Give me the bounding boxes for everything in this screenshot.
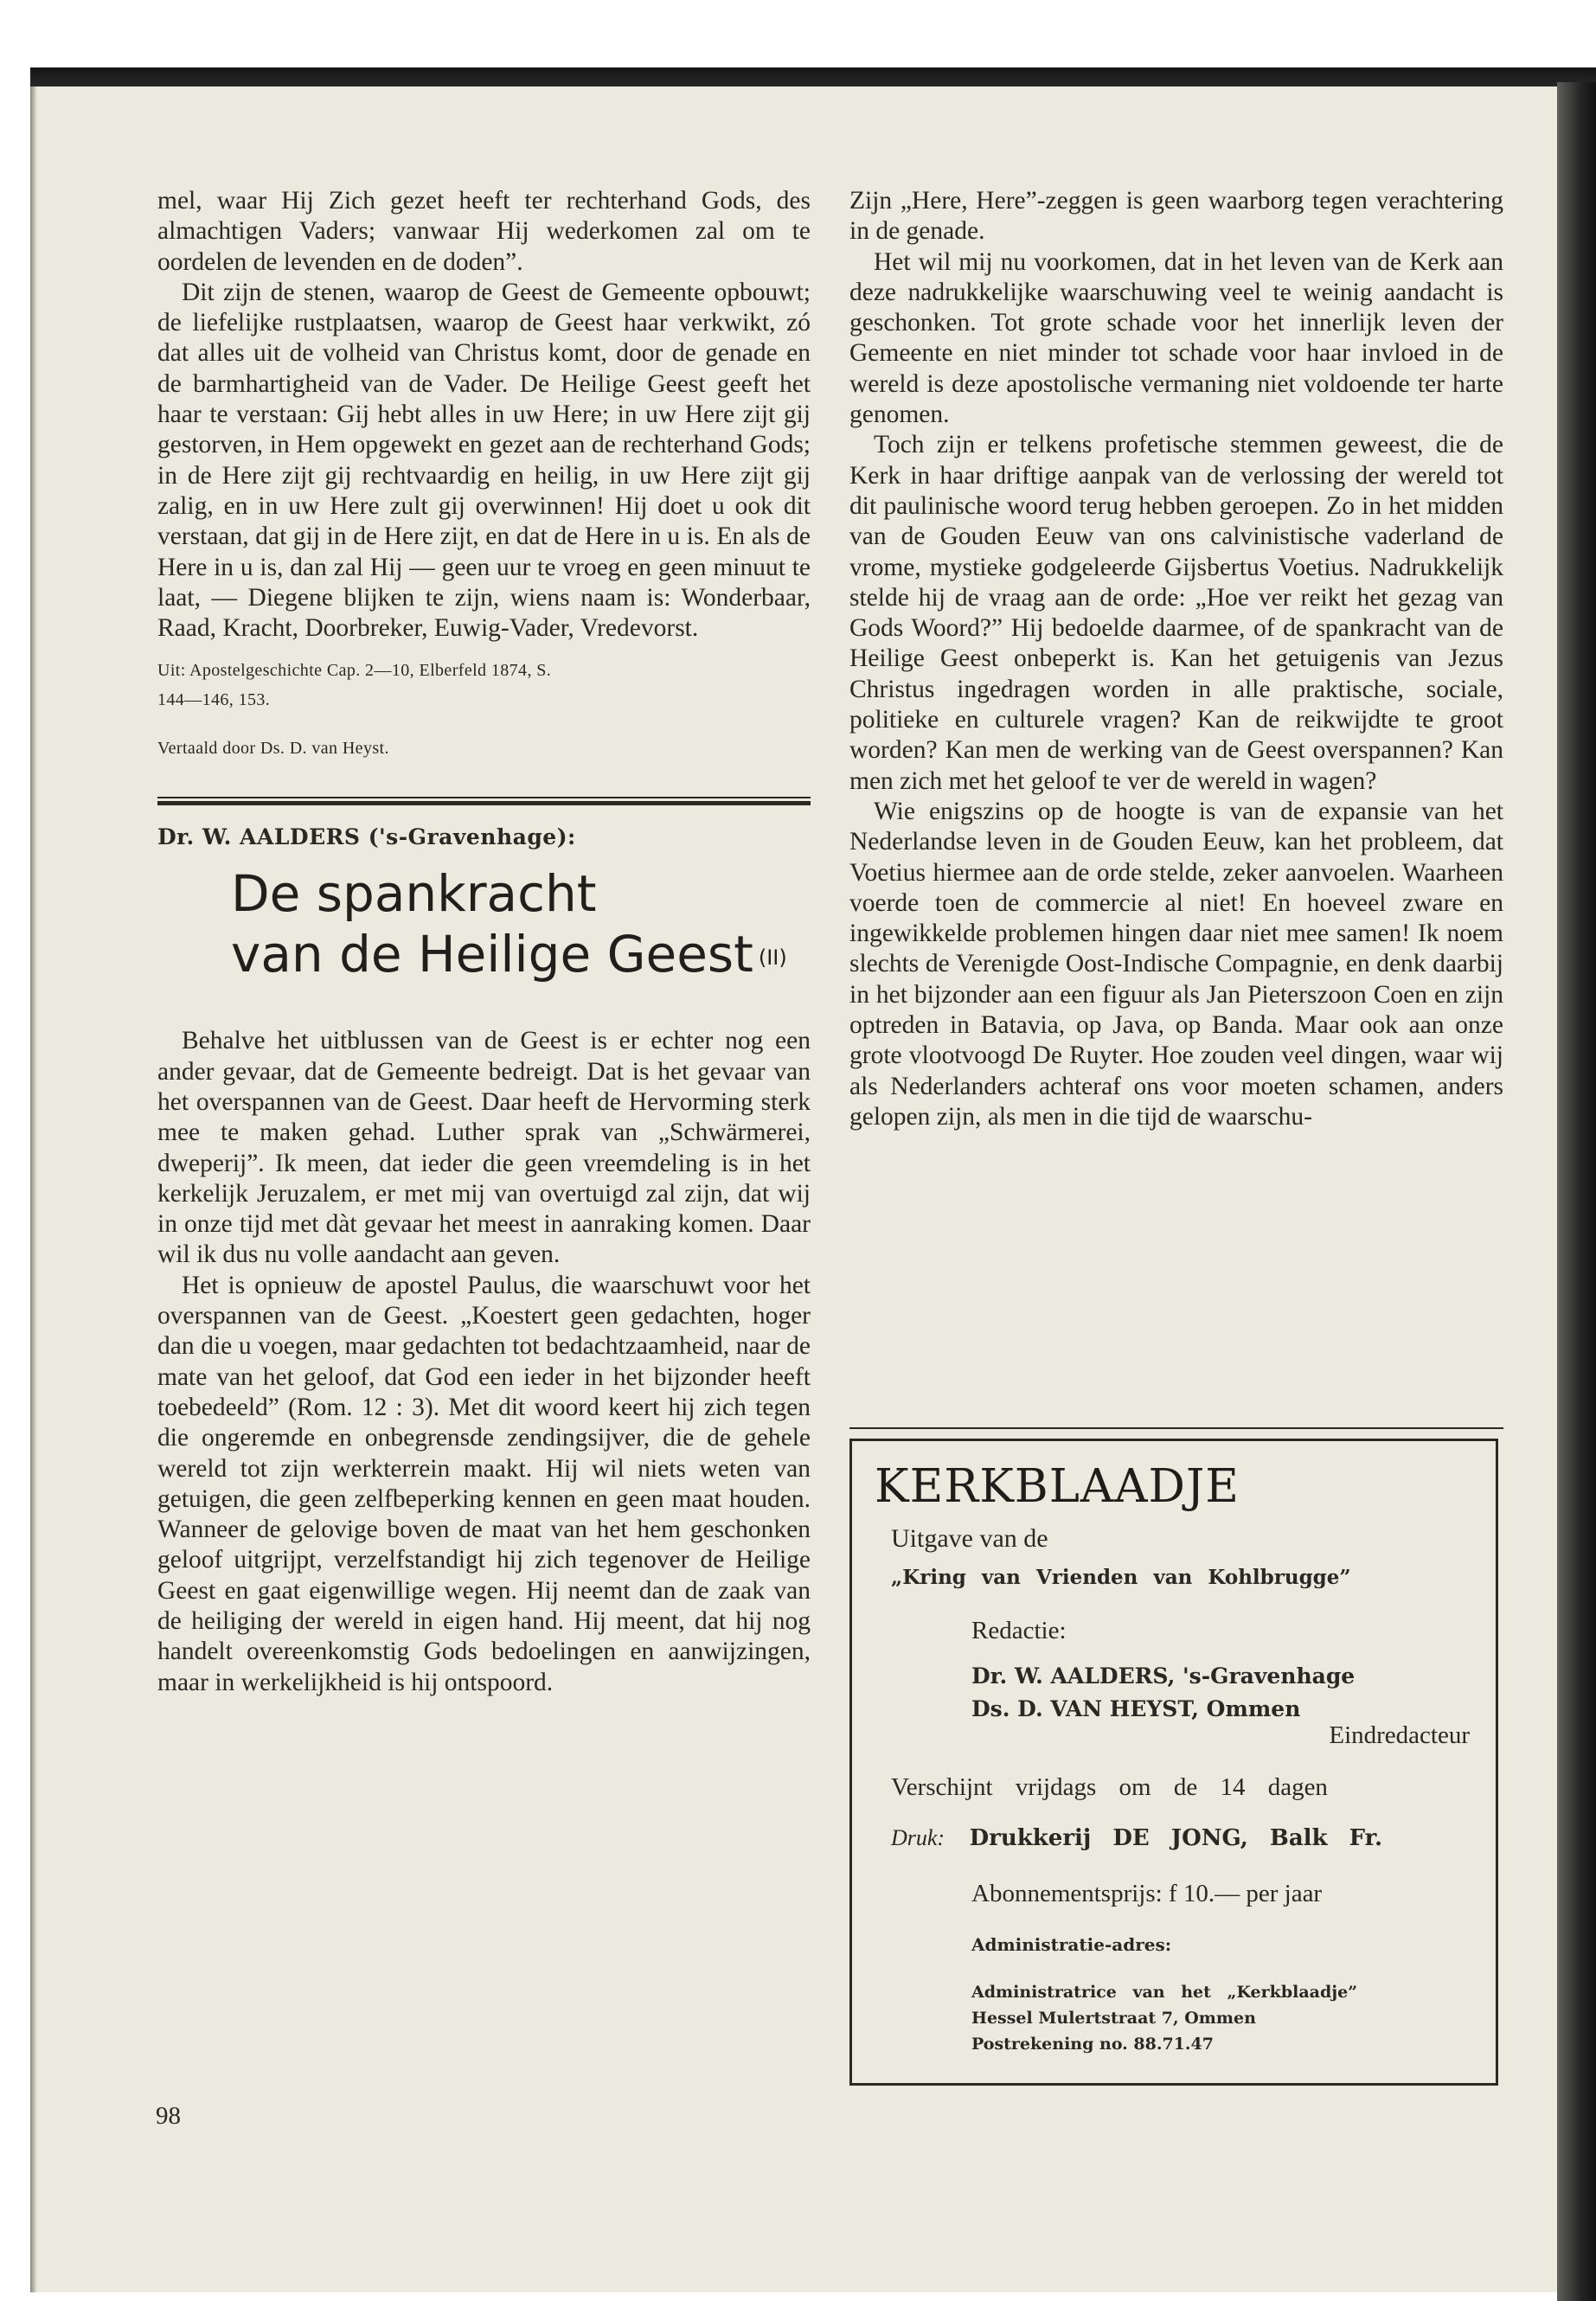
scan-border-right: [1557, 82, 1596, 2301]
colophon-title: KERKBLAADJE: [875, 1460, 1240, 1513]
translator-credit: Vertaald door Ds. D. van Heyst.: [157, 739, 389, 759]
paragraph-wie: Wie enigszins op de hoogte is van de expansie van het Nederlandse leven in de Gouden Eeuw, kan het probleem, dat Voetius hiermee aan de orde stelde, zeker aanvoelen. Waarheen voerde toen de commercie al niet! En hoeveel zware en ingewikkelde problemen hingen daar niet mee samen! Ik noem slechts de Verenigde Oost-Indische Compagnie, en denk daarbij in het bijzonder aan een figuur als Jan Pieterszoon Coen en zijn optreden in Batavia, op Java, op Banda. Maar ook aan onze grote vlootvoogd De Ruyter. Hoe zouden veel dingen, waar wij als Nederlanders achteraf ons voor moeten schamen, anders gelopen zijn, als men in die tijd de waarschu-: [849, 797, 1503, 1131]
source-line-1: Uit: Apostelgeschichte Cap. 2—10, Elberfeld 1874, S.: [157, 661, 552, 681]
right-column: [849, 186, 1503, 1132]
source-line-2: 144—146, 153.: [157, 690, 271, 710]
colophon-admin-label: Administratie-adres:: [971, 1934, 1172, 1955]
left-column: [157, 186, 811, 1698]
colophon-admin-1: Administratrice van het „Kerkblaadje”: [971, 1983, 1358, 2002]
colophon-admin-2: Hessel Mulertstraat 7, Ommen: [971, 2009, 1256, 2028]
paragraph-toch: Toch zijn er telkens profetische stemmen geweest, die de Kerk in haar driftige aanpak van de verlossing der wereld tot dit paulinische woord terug hebben geroepen. Zo in het midden van de Gouden Eeuw van ons calvinistische vaderland de vrome, mystieke godgeleerde Gijsbertus Voetius. Nadrukkelijk stelde hij de vraag aan de orde: „Hoe ver reikt het gezag van Gods Woord?” Hij bedoelde daarmee, of de spankracht van de Heilige Geest onbeperkt is. Kan het getuigenis van Jezus Christus ingedragen worden in alle praktische, sociale, politieke en culturele vragen? Kan de reikwijdte te groot worden? Kan men de werking van de Geest overspannen? Kan men zich met het geloof te ver de wereld in wagen?: [849, 431, 1503, 795]
paragraph-voorkomen: Het wil mij nu voorkomen, dat in het leven van de Kerk aan deze nadrukkelijke waarschuwing veel te weinig aandacht is geschonken. Tot grote schade voor het innerlijk leven der Gemeente en niet minder tot schade voor haar invloed in de wereld is deze apostolische vermaning niet voldoende ter harte genomen.: [849, 247, 1503, 429]
colophon-admin-3: Postrekening no. 88.71.47: [971, 2035, 1214, 2054]
source-citation: [157, 656, 811, 715]
page-edge-shadow: [30, 87, 37, 2292]
headline-line-1: De spankracht: [231, 864, 597, 924]
colophon-redacteur-2: Ds. D. VAN HEYST, Ommen: [971, 1696, 1301, 1721]
paragraph-paulus: Het is opnieuw de apostel Paulus, die waarschuwt voor het overspannen van de Geest. „Koestert geen gedachten, hoger dan die u voegen, maar gedachten tot bedachtzaamheid, naar de mate van het geloof, dat God een ieder in het bijzonder heeft toebedeeld” (Rom. 12 : 3). Met dit woord keert hij zich tegen die ongeremde en onbegrensde zendingsijver, die de gehele wereld tot zijn werkterrein maakt. Hij wil niets weten van getuigen, die geen zelfbeperking kennen en geen maat houden. Wanneer de gelovige boven de maat van het hem geschonken geloof uitgrijpt, verzelfstandigt hij zich tegenover de Heilige Geest en gaat eigenwillige wegen. Hij neemt dan de zaak van de heiliging der wereld in eigen hand. Hij meent, dat hij nog handelt overeenkomstig Gods bedoelingen en aanwijzingen, maar in werkelijkheid is hij ontspoord.: [157, 1271, 811, 1696]
article-author: Dr. W. AALDERS ('s-Gravenhage):: [157, 824, 576, 850]
paragraph-zijn: Zijn „Here, Here”-zeggen is geen waarborg tegen verachtering in de genade.: [849, 187, 1503, 246]
colophon-rule: [849, 1427, 1503, 1429]
paragraph-behalve: Behalve het uitblussen van de Geest is er echter nog een ander gevaar, dat de Gemeente bedreigt. Dat is het gevaar van het overspannen van de Geest. Daar heeft de Hervorming sterk mee te maken gehad. Luther sprak van „Schwärmerei, dweperij”. Ik meen, dat ieder die geen vreemdeling is in het kerkelijk Jeruzalem, er met mij van overtuigd zal zijn, dat wij in onze tijd met dàt gevaar het meest in aanraking komen. Daar wil ik dus nu volle aandacht aan geven.: [157, 1027, 811, 1269]
colophon-uitgave: Uitgave van de: [891, 1524, 1048, 1553]
scan-border-top: [30, 67, 1596, 88]
section-divider-thick: [157, 801, 811, 805]
colophon-verschijnt: Verschijnt vrijdags om de 14 dagen: [891, 1773, 1328, 1801]
colophon-eindredacteur: Eindredacteur: [1329, 1721, 1470, 1749]
colophon-druk: [891, 1825, 1382, 1851]
colophon-redacteur-1: Dr. W. AALDERS, 's-Gravenhage: [971, 1663, 1356, 1689]
colophon-abonnement: Abonnementsprijs: f 10.— per jaar: [971, 1880, 1323, 1907]
article-headline: [231, 863, 811, 988]
colophon-redactie-label: Redactie:: [971, 1617, 1067, 1644]
colophon-drukkerij: Drukkerij DE JONG, Balk Fr.: [969, 1825, 1382, 1851]
colophon-box: [849, 1439, 1498, 2086]
headline-line-2: van de Heilige Geest: [231, 925, 753, 984]
section-divider-thin: [157, 797, 811, 798]
colophon-druk-label: Druk:: [891, 1825, 945, 1850]
headline-part-number: (II): [758, 945, 787, 971]
colophon-kring: „Kring van Vrienden van Kohlbrugge”: [891, 1566, 1351, 1589]
page-number: 98: [156, 2102, 181, 2130]
paragraph-stenen: Dit zijn de stenen, waarop de Geest de Gemeente opbouwt; de liefelijke rustplaatsen, waarop de Geest haar verkwikt, zó dat alles uit de volheid van Christus komt, door de genade en de barmhartigheid van de Vader. De Heilige Geest geeft het haar te verstaan: Gij hebt alles in uw Here; in uw Here zijt gij gestorven, in Hem opgewekt en gezet aan de rechterhand Gods; in de Here zijt gij rechtvaardig en heilig, in uw Here zijt gij zalig, en in uw Here zult gij overwinnen! Hij doet u ook dit verstaan, dat gij in de Here zijt, en dat de Here in u is. En als de Here in u is, dan zal Hij — geen uur te vroeg en geen minuut te laat, — Diegene blijken te zijn, wiens naam is: Wonderbaar, Raad, Kracht, Doorbreker, Euwig-Vader, Vredevorst.: [157, 278, 811, 643]
continuation-paragraph: mel, waar Hij Zich gezet heeft ter rechterhand Gods, des almachtigen Vaders; vanwaar Hij wederkomen zal om te oordelen de levenden en de doden”.: [157, 187, 811, 276]
